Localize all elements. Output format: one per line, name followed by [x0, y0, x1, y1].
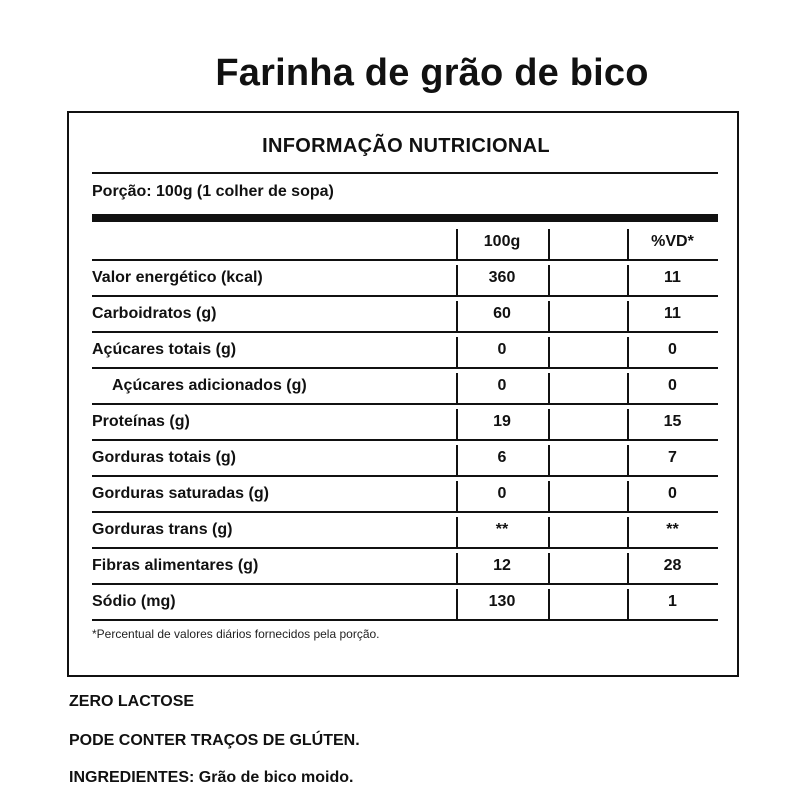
- column-separator: [456, 301, 458, 331]
- column-separator: [548, 517, 550, 547]
- row-vd: 0: [668, 377, 677, 394]
- row-label: Proteínas (g): [92, 413, 190, 430]
- row-label: Açúcares adicionados (g): [112, 377, 307, 394]
- divider-top: [92, 172, 718, 174]
- column-separator: [627, 409, 629, 439]
- table-row: [92, 585, 718, 621]
- nutrition-facts-panel: [67, 111, 739, 677]
- column-separator: [548, 445, 550, 475]
- column-separator: [548, 229, 550, 259]
- gluten-note: PODE CONTER TRAÇOS DE GLÚTEN.: [69, 732, 360, 749]
- row-value: 130: [488, 593, 516, 610]
- row-value: 0: [497, 485, 507, 502]
- row-value: 360: [488, 269, 516, 286]
- row-value: 60: [493, 305, 511, 322]
- row-value: 19: [493, 413, 511, 430]
- column-separator: [456, 409, 458, 439]
- row-label: Sódio (mg): [92, 593, 176, 610]
- row-vd: 15: [663, 413, 682, 430]
- row-vd: 11: [664, 269, 681, 286]
- column-separator: [548, 373, 550, 403]
- column-separator: [456, 481, 458, 511]
- column-separator: [627, 517, 629, 547]
- row-value: **: [495, 521, 509, 538]
- ingredients-note: INGREDIENTES: Grão de bico moido.: [69, 769, 354, 786]
- column-separator: [456, 589, 458, 619]
- row-label: Gorduras totais (g): [92, 449, 237, 466]
- row-vd: 1: [668, 593, 677, 610]
- product-title: Farinha de grão de bico: [215, 52, 649, 94]
- row-value: 12: [493, 557, 511, 574]
- table-row: [92, 441, 718, 477]
- column-separator: [548, 481, 550, 511]
- table-row: [92, 549, 718, 585]
- row-value: 0: [497, 377, 507, 394]
- column-separator: [627, 301, 629, 331]
- row-vd: 0: [668, 341, 677, 358]
- header-value-cell: 100g: [483, 233, 521, 250]
- column-separator: [548, 301, 550, 331]
- lactose-note: ZERO LACTOSE: [69, 693, 195, 710]
- divider-thick: [92, 214, 718, 222]
- column-separator: [627, 229, 629, 259]
- column-separator: [627, 553, 629, 583]
- header-vd-cell: %VD*: [651, 233, 694, 250]
- row-value: 6: [497, 449, 507, 466]
- column-separator: [627, 265, 629, 295]
- row-vd: 28: [663, 557, 682, 574]
- footnote: *Percentual de valores diários fornecidos pela porção.: [92, 627, 380, 641]
- column-separator: [627, 481, 629, 511]
- nutrition-table: [92, 225, 718, 621]
- column-separator: [548, 553, 550, 583]
- row-vd: 7: [668, 449, 677, 466]
- column-separator: [627, 445, 629, 475]
- row-vd: **: [666, 521, 679, 538]
- row-label: Valor energético (kcal): [92, 269, 263, 286]
- row-label: Fibras alimentares (g): [92, 557, 259, 574]
- column-separator: [548, 589, 550, 619]
- row-label: Açúcares totais (g): [92, 341, 237, 358]
- row-label: Gorduras trans (g): [92, 521, 233, 538]
- column-separator: [548, 337, 550, 367]
- nutrition-heading: INFORMAÇÃO NUTRICIONAL: [262, 135, 550, 157]
- table-row: [92, 477, 718, 513]
- table-row: [92, 333, 718, 369]
- column-separator: [456, 229, 458, 259]
- column-separator: [548, 409, 550, 439]
- column-separator: [456, 265, 458, 295]
- row-value: 0: [497, 341, 507, 358]
- column-separator: [548, 265, 550, 295]
- table-row: [92, 369, 718, 405]
- column-separator: [456, 373, 458, 403]
- table-row: [92, 405, 718, 441]
- table-row: [92, 261, 718, 297]
- portion-text: Porção: 100g (1 colher de sopa): [92, 183, 334, 200]
- column-separator: [627, 589, 629, 619]
- table-row: [92, 297, 718, 333]
- column-separator: [627, 337, 629, 367]
- column-separator: [627, 373, 629, 403]
- table-row: [92, 513, 718, 549]
- column-separator: [456, 337, 458, 367]
- column-separator: [456, 445, 458, 475]
- row-vd: 11: [664, 305, 681, 322]
- column-separator: [456, 517, 458, 547]
- header-label-cell: [92, 225, 452, 259]
- table-header-row: [92, 225, 718, 261]
- row-vd: 0: [668, 485, 677, 502]
- row-label: Gorduras saturadas (g): [92, 485, 269, 502]
- column-separator: [456, 553, 458, 583]
- row-label: Carboidratos (g): [92, 305, 217, 322]
